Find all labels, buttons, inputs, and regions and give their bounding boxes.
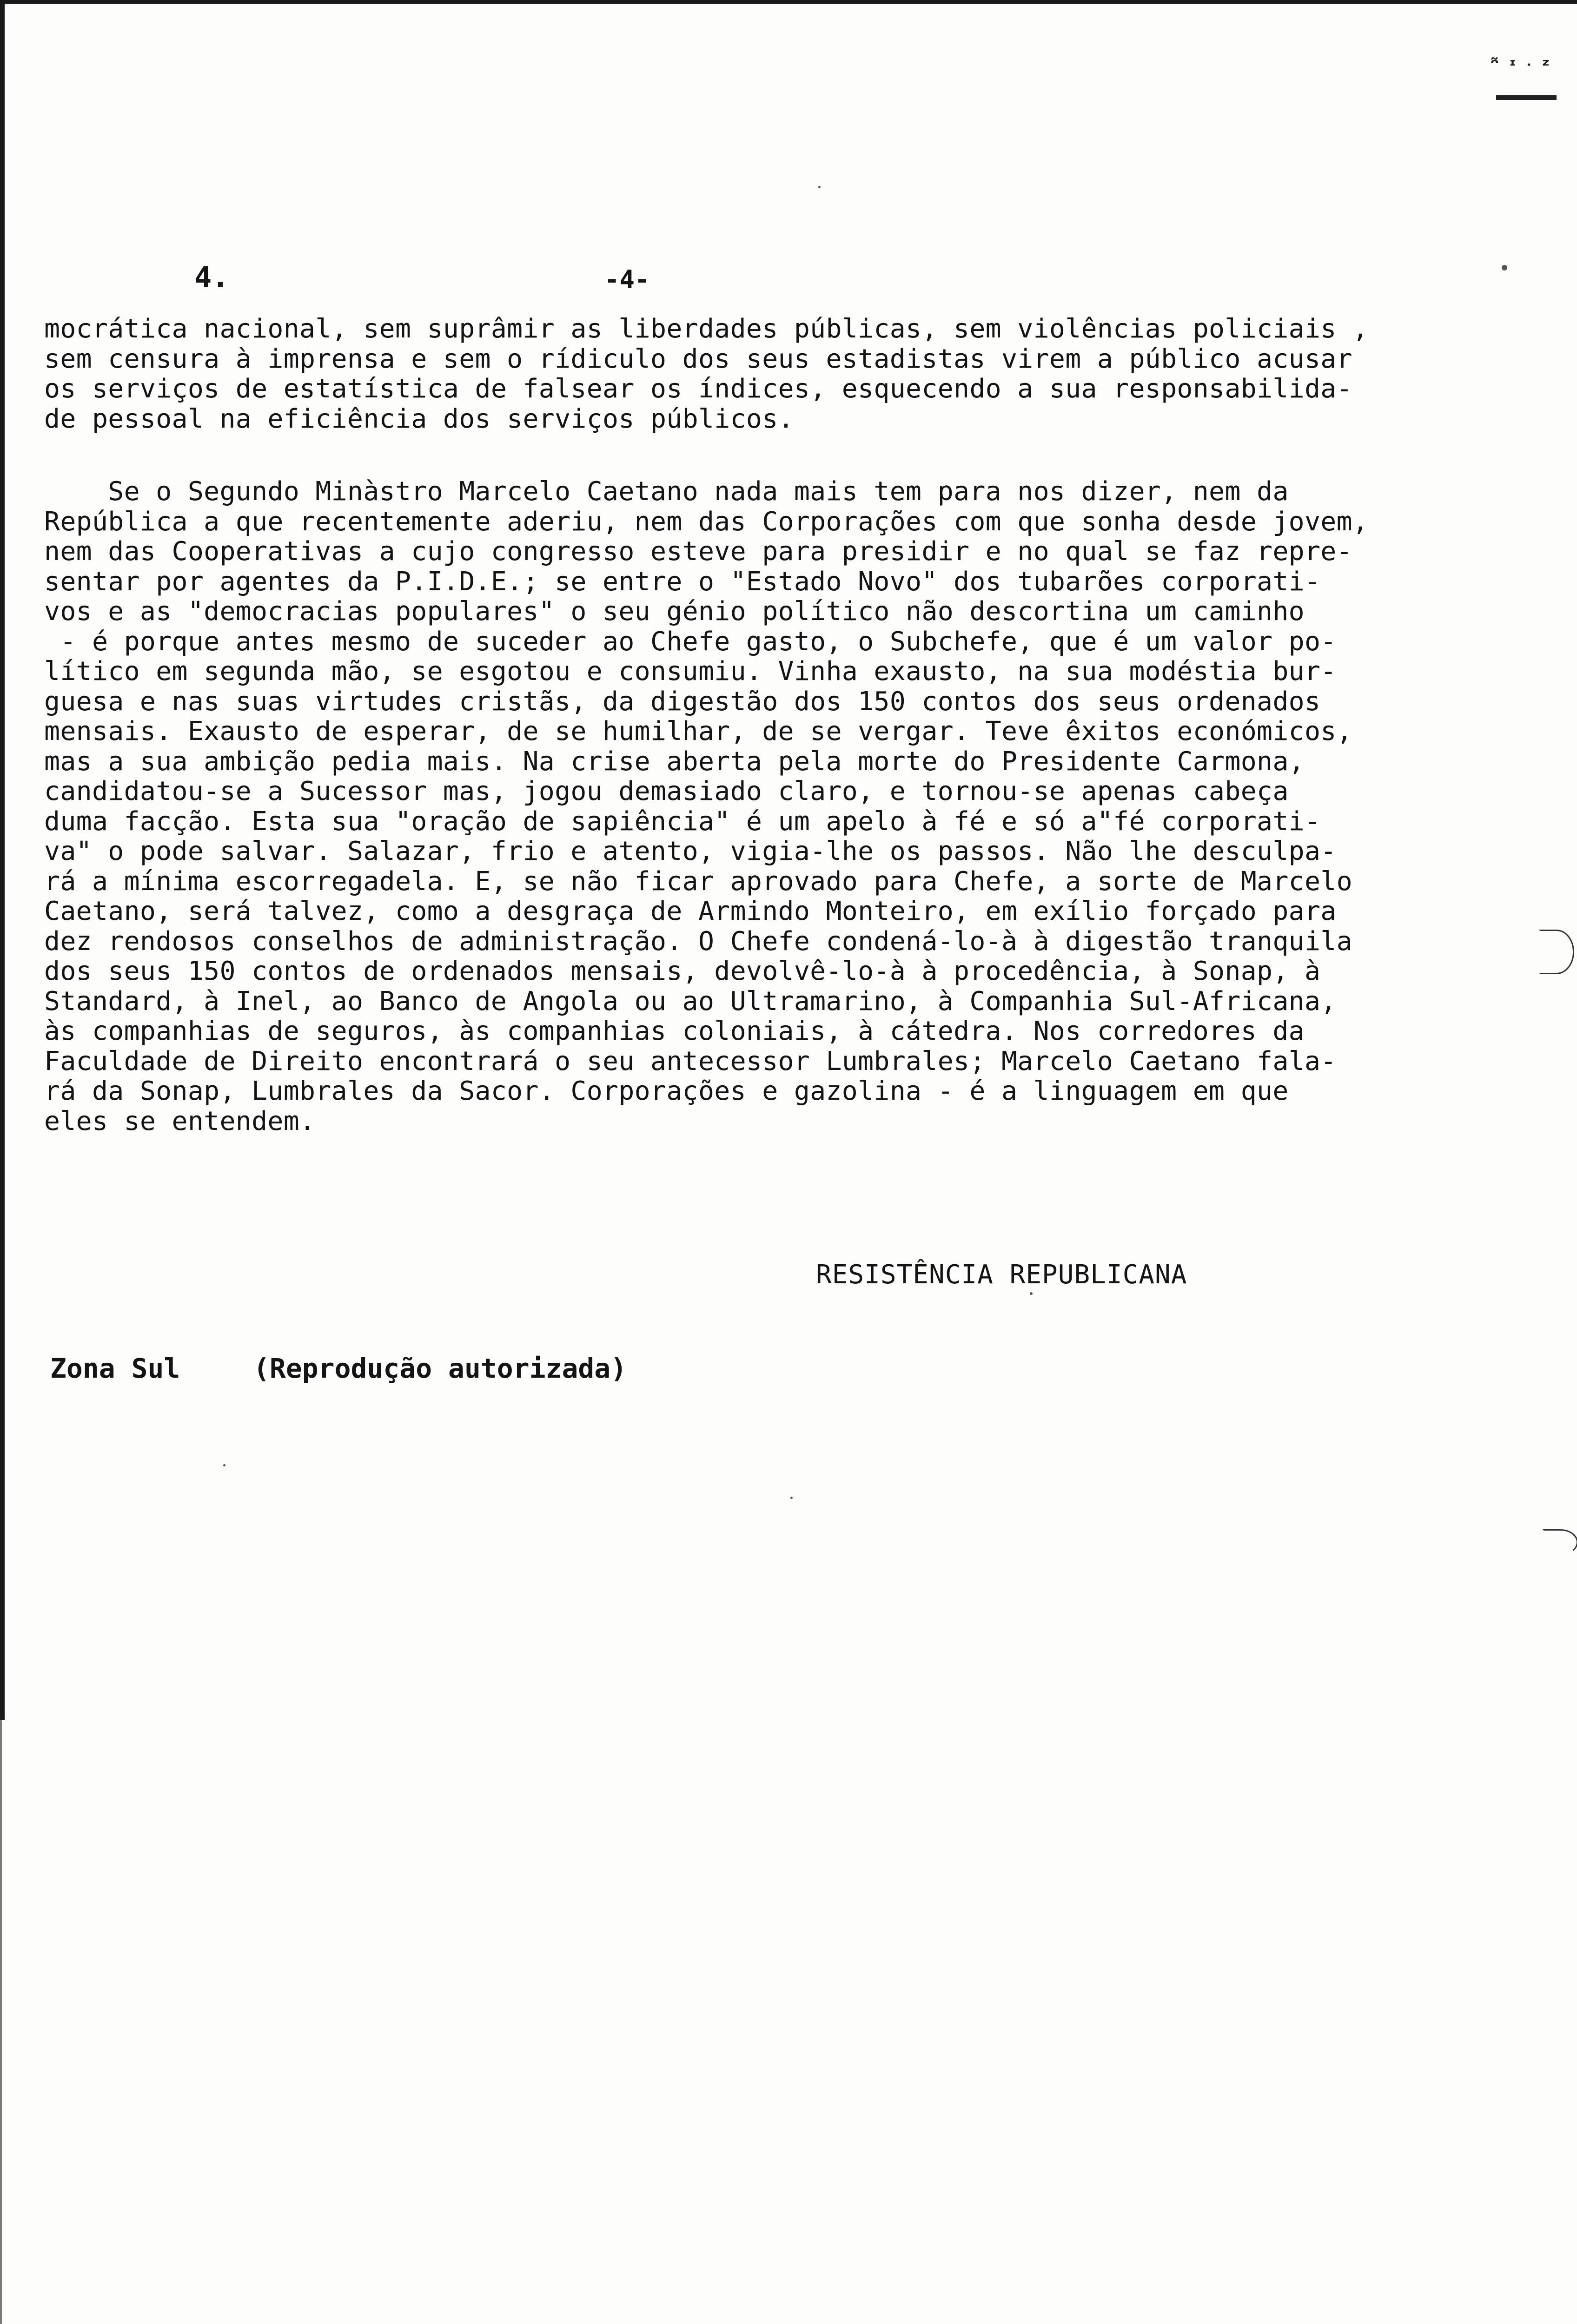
scan-speck: [1502, 265, 1507, 271]
punch-hole-mark: [1543, 1529, 1577, 1555]
page-number: -4-: [604, 265, 650, 294]
scan-edge-left: [0, 0, 5, 1720]
scan-speck: [790, 1497, 793, 1499]
paragraph: Se o Segundo Minàstro Marcelo Caetano nada mais tem para nos dizer, nem da República a que recentemente aderiu, nem das Corporações com que sonha desde jovem, nem das Cooperativas a cujo congresso esteve para presidir e no qual se faz repre- sentar por agentes da P.I.D.E.; se entre o "Estado Novo" dos tubarões corporati- vos e as "democracias populares" o seu génio político não descortina um caminho - é porque antes mesmo de suceder ao Chefe gasto, o Subchefe, que é um valor po- lítico em segunda mão, se esgotou e consumiu. Vinha exausto, na sua modéstia bur- guesa e nas suas virtudes cristãs, da digestão dos 150 contos dos seus ordenados mensais. Exausto de esperar, de se humilhar, de se vergar. Teve êxitos económicos, mas a sua ambição pedia mais. Na crise aberta pela morte do Presidente Carmona, candidatou-se a Sucessor mas, jogou demasiado claro, e tornou-se apenas cabeça duma facção. Esta sua "oração de sapiência" é um apelo à fé e só a"fé corporati- va" o pode salvar. Salazar, frio e atento, vigia-lhe os passos. Não lhe desculpa- rá a mínima escorregadela. E, se não ficar aprovado para Chefe, a sorte de Marcelo Caetano, será talvez, como a desgraça de Armindo Monteiro, em exílio forçado para dez rendosos conselhos de administração. O Chefe condená-lo-à à digestão tranquila dos seus 150 contos de ordenados mensais, devolvê-lo-à à procedência, à Sonap, à Standard, à Inel, ao Banco de Angola ou ao Ultramarino, à Companhia Sul-Africana, às companhias de seguros, às companhias coloniais, à cátedra. Nos corredores da Faculdade de Direito encontrará o seu antecessor Lumbrales; Marcelo Caetano fala- rá da Sonap, Lumbrales da Sacor. Corporações e gazolina - é a linguagem em que eles se entendem.: [44, 476, 1369, 1136]
scan-speck: [223, 1464, 225, 1466]
footer-zone: Zona Sul: [50, 1353, 180, 1384]
scan-speck: [818, 186, 821, 188]
margin-mark: 4.: [194, 260, 229, 294]
corner-stamp-underline: [1496, 95, 1557, 100]
paragraph: mocrática nacional, sem suprâmir as liberdades públicas, sem violências policiais , sem censura à imprensa e sem o rídiculo dos seus estadistas virem a público acusar os serviços de estatística de falsear os índices, esquecendo a sua responsabilida- de pessoal na eficiência dos serviços públicos.: [44, 314, 1369, 434]
scan-edge-top: [0, 0, 1577, 4]
footer-reproduction-note: (Reprodução autorizada): [253, 1353, 627, 1384]
corner-stamp: ᵔ̃ ᶦ ᐧ ᶻ: [1490, 55, 1552, 76]
signature: RESISTÊNCIA REPUBLICANA: [816, 1260, 1187, 1290]
scan-speck: [1030, 1292, 1033, 1295]
scan-edge-left-lower: [0, 1720, 2, 2324]
